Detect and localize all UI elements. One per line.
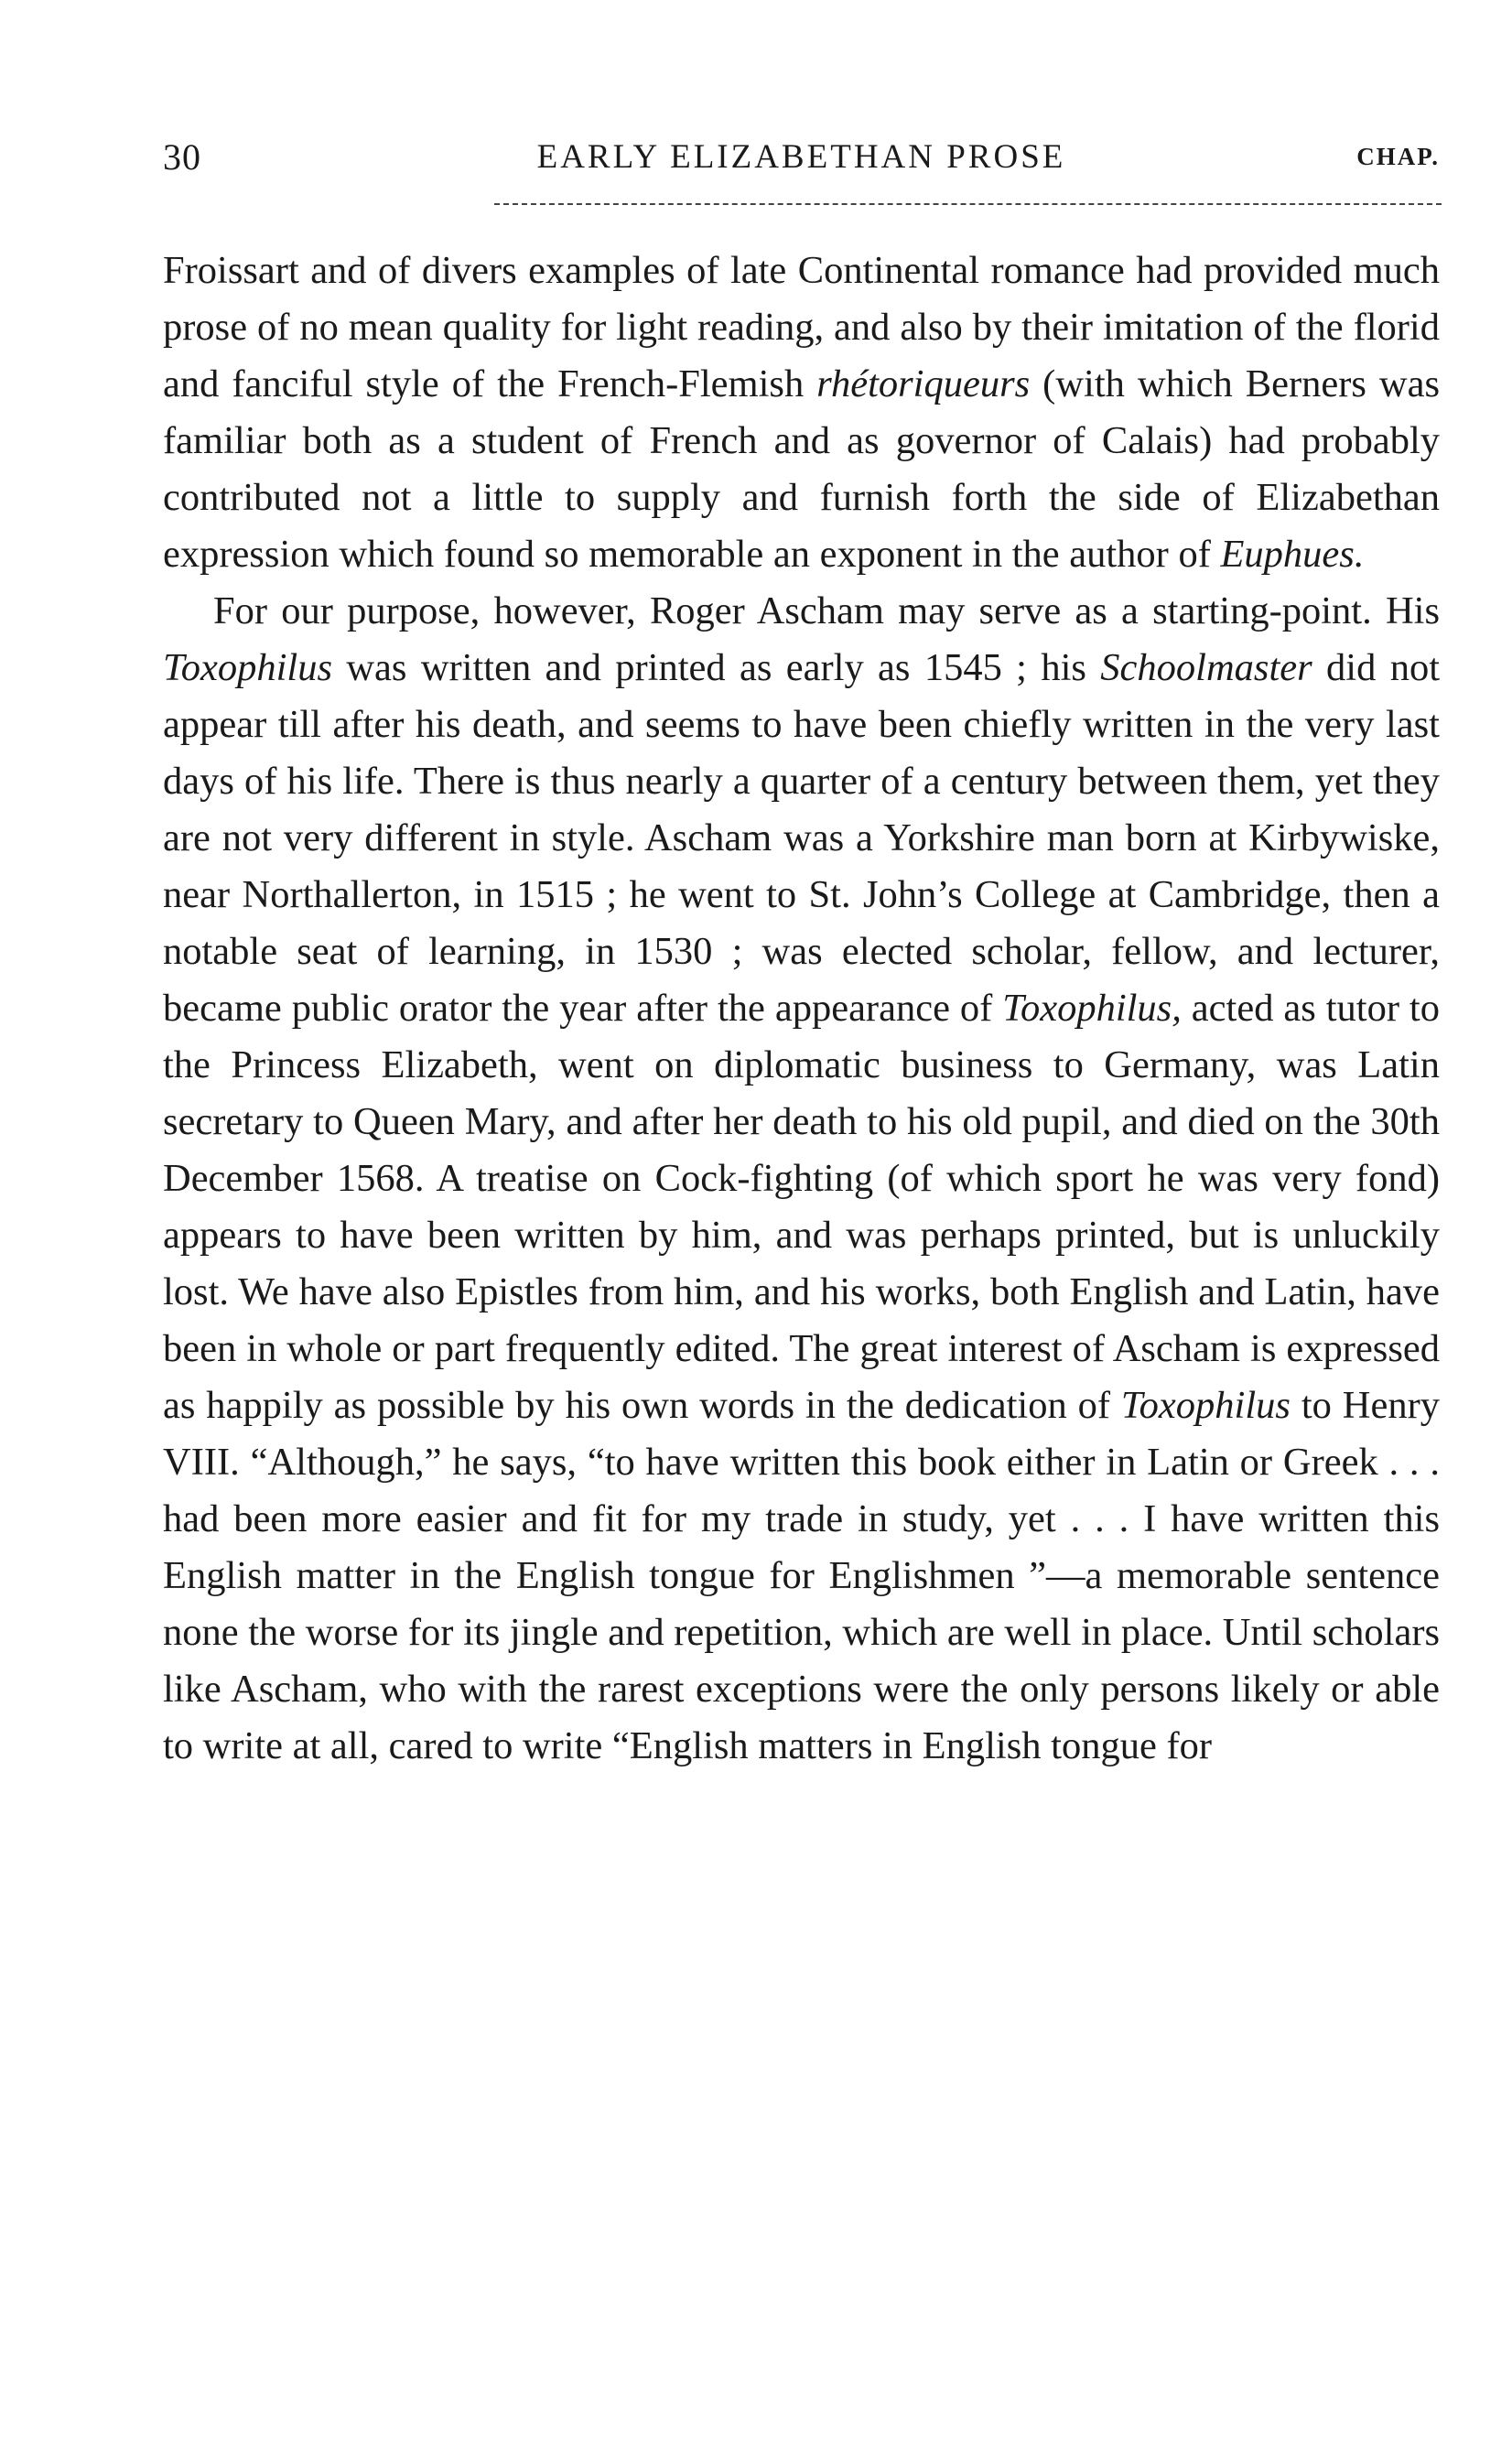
running-title: EARLY ELIZABETHAN PROSE [536,138,1066,176]
paragraph-text: was written and printed as early as 1545 ; his [332,646,1101,689]
italic-title: Schoolmaster [1100,646,1312,689]
paragraph-text: Froissart and of divers examples of late Continental romance had provided much prose of no mean quality for light reading, and also by their imitation of the florid and fanciful style of the French-Flemish [163,249,1440,405]
italic-title: Euphues. [1220,533,1365,576]
italic-title: Toxophilus [163,646,333,689]
paragraph-text: to Henry VIII. “Although,” he says, “to have written this book either in Latin or Greek . . . had been more easier and fit for my trade in study, yet . . . I have written this English matter in the English tongue for Englishmen ”—a memorable sentence none the worse for its jingle and repetition, which are well in place. Until scholars like Ascham, who with the rarest exceptions were the only persons likely or able to write at all, cared to write “English matters in English tongue for [163,1384,1441,1767]
italic-term: rhétoriqueurs [816,362,1031,405]
italic-title: Toxophilus [1120,1384,1291,1427]
page-number: 30 [163,136,201,178]
paragraph-text: did not appear till after his death, and seems to have been chiefly written in the very last days of his life. There is thus nearly a quarter of a century between them, yet they are not very different in style. Ascham was a Yorkshire man born at Kirbywiske, near Northallerton, in 1515 ; he went to St. John’s College at Cambridge, then a notable seat of learning, in 1530 ; was elected scholar, fellow, and lecturer, became public orator the year after the appearance of [163,646,1440,1030]
chapter-label: CHAP. [1356,143,1440,170]
italic-title: Toxophilus, [1002,987,1182,1030]
paragraph-1 [163,243,1440,583]
paragraph-text: (with which Berners was familiar both as a student of French and as governor of Calais) had probably contributed not a little to supply and furnish forth the side of Elizabethan expression which found so memorable an exponent in the author of [163,362,1440,576]
paragraph-2 [163,583,1440,1775]
header-rule [494,203,1442,205]
body-text [163,243,1440,1775]
paragraph-text: acted as tutor to the Princess Elizabeth, went on diplomatic business to Germany, was Latin secretary to Queen Mary, and after her death to his old pupil, and died on the 30th December 1568. A treatise on Cock-fighting (of which sport he was very fond) appears to have been written by him, and was perhaps printed, but is unluckily lost. We have also Epistles from him, and his works, both English and Latin, have been in whole or part frequently edited. The great interest of Ascham is expressed as happily as possible by his own words in the dedication of [163,987,1440,1427]
paragraph-text: For our purpose, however, Roger Ascham may serve as a starting-point. His [213,589,1440,632]
page-header [163,135,1440,190]
